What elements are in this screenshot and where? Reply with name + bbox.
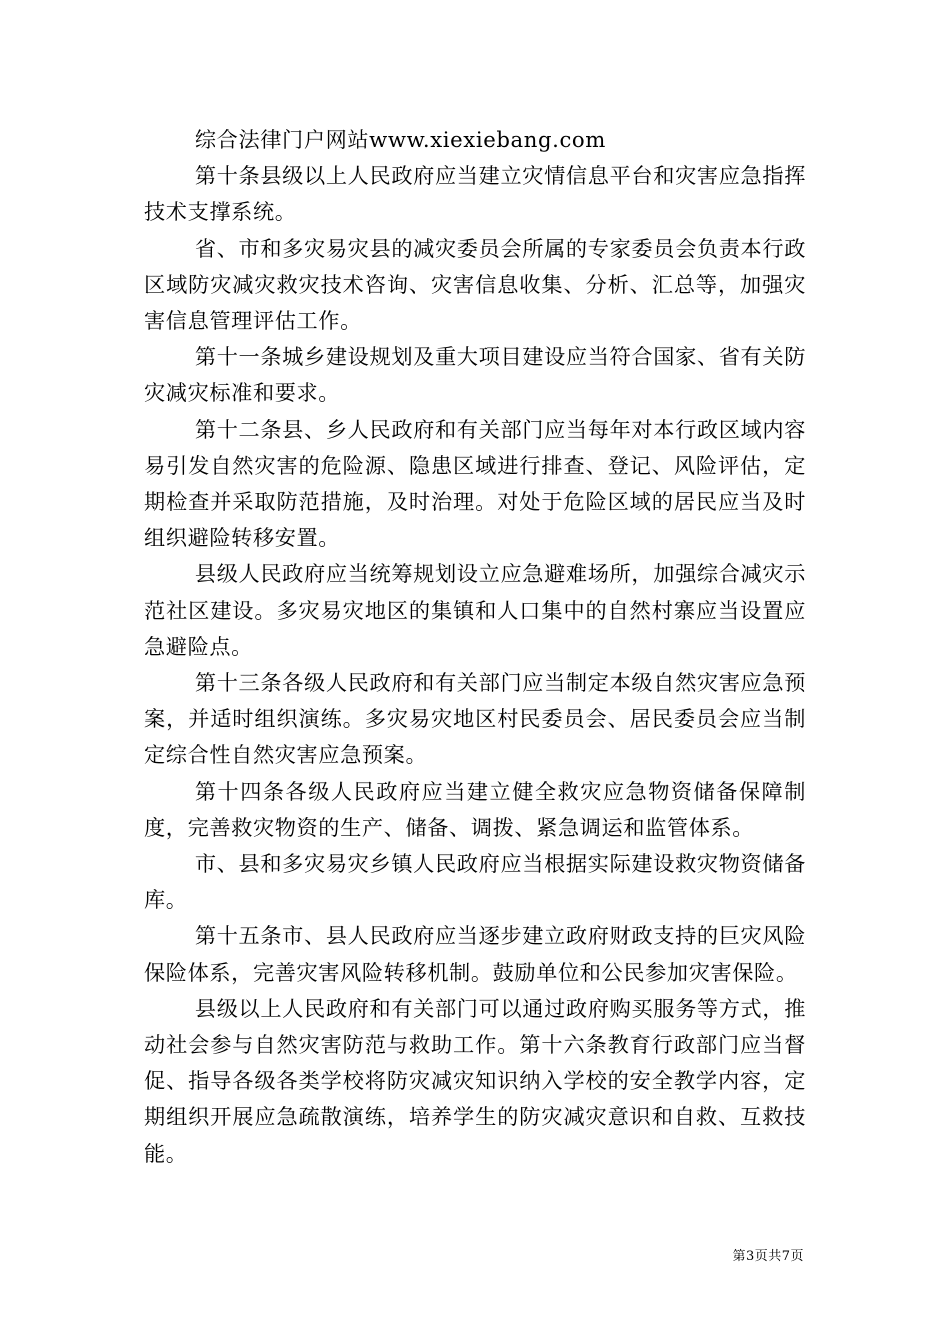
paragraph-article-10-clause-2: 省、市和多灾易灾县的减灾委员会所属的专家委员会负责本行政区域防灾减灾救灾技术咨询、灾害信息收集、分析、汇总等，加强灾害信息管理评估工作。: [144, 235, 806, 334]
paragraph-article-12: 第十二条县、乡人民政府和有关部门应当每年对本行政区域内容易引发自然灾害的危险源、隐患区域进行排查、登记、风险评估，定期检查并采取防范措施，及时治理。对处于危险区域的居民应当及时组织避险转移安置。: [144, 416, 806, 551]
paragraph-article-14-clause-2: 市、县和多灾易灾乡镇人民政府应当根据实际建设救灾物资储备库。: [144, 851, 806, 913]
site-header-line: 综合法律门户网站www.xiexiebang.com: [194, 127, 606, 152]
document-body: [144, 122, 806, 1172]
paragraph-article-12-clause-2: 县级人民政府应当统筹规划设立应急避难场所，加强综合减灾示范社区建设。多灾易灾地区的集镇和人口集中的自然村寨应当设置应急避险点。: [144, 561, 806, 659]
paragraph-article-14: 第十四条各级人民政府应当建立健全救灾应急物资储备保障制度，完善救灾物资的生产、储备、调拨、紧急调运和监管体系。: [144, 778, 806, 840]
paragraph-article-11: 第十一条城乡建设规划及重大项目建设应当符合国家、省有关防灾减灾标准和要求。: [144, 344, 806, 406]
paragraph-article-15: 第十五条市、县人民政府应当逐步建立政府财政支持的巨灾风险保险体系，完善灾害风险转移机制。鼓励单位和公民参加灾害保险。: [144, 923, 806, 985]
page-number: 第3页共7页: [732, 1249, 804, 1264]
paragraph-article-10: 第十条县级以上人民政府应当建立灾情信息平台和灾害应急指挥技术支撑系统。: [144, 163, 806, 225]
paragraph-article-15-16: 县级以上人民政府和有关部门可以通过政府购买服务等方式，推动社会参与自然灾害防范与救助工作。第十六条教育行政部门应当督促、指导各级各类学校将防灾减灾知识纳入学校的安全教学内容，定期组织开展应急疏散演练，培养学生的防灾减灾意识和自救、互救技能。: [144, 995, 806, 1166]
paragraph-article-13: 第十三条各级人民政府和有关部门应当制定本级自然灾害应急预案，并适时组织演练。多灾易灾地区村民委员会、居民委员会应当制定综合性自然灾害应急预案。: [144, 670, 806, 768]
